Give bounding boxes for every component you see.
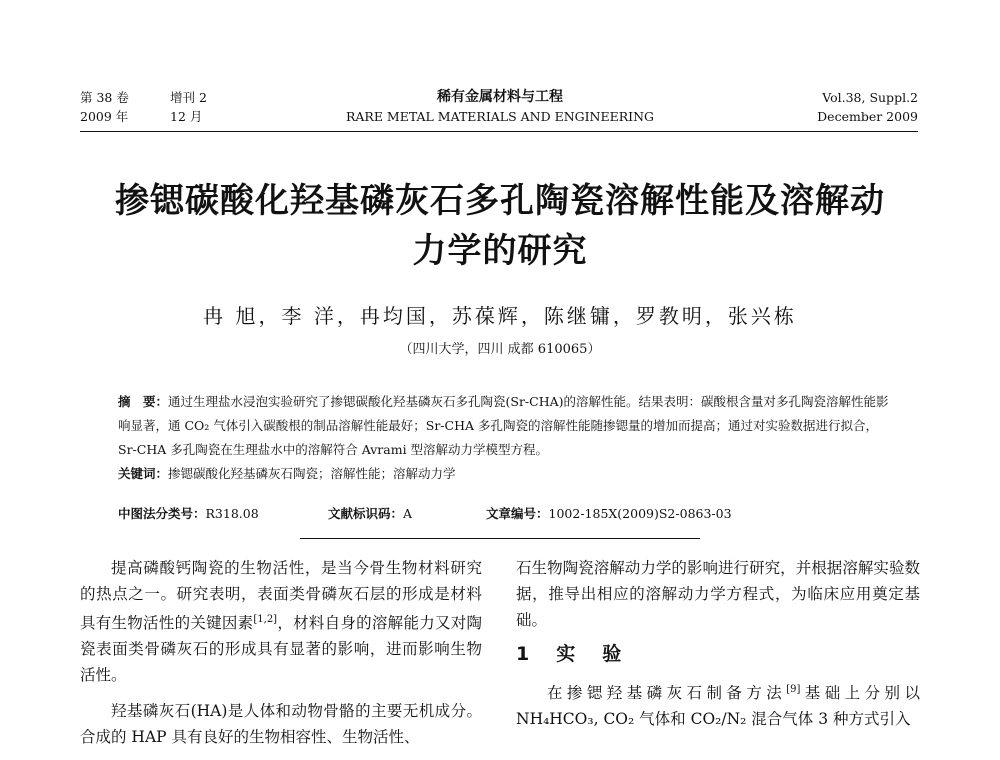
header-rule <box>80 131 918 132</box>
issue: 增刊 2 <box>170 90 207 105</box>
paper-title <box>60 176 940 276</box>
paragraph-text: 基础上分别以 NH₄HCO₃, CO₂ 气体和 CO₂/N₂ 混合气体 3 种方式引入 <box>516 684 920 729</box>
paragraph: 羟基磷灰石(HA)是人体和动物骨骼的主要无机成分。合成的 HAP 具有良好的生物相容性、生物活性、 <box>80 702 482 747</box>
abstract-text: 通过生理盐水浸泡实验研究了掺锶碳酸化羟基磷灰石多孔陶瓷(Sr-CHA)的溶解性能。结果表明：碳酸根含量对多孔陶瓷溶解性能影响显著，通 CO₂ 气体引入碳酸根的制品溶解性能最好；Sr-CHA 多孔陶瓷的溶解性能随掺锶量的增加而提高；通过对实验数据进行拟合，Sr-CHA 多孔陶瓷在生理盐水中的溶解符合 Avrami 型溶解动力学模型方程。 <box>118 394 889 457</box>
abstract <box>118 390 890 486</box>
citation: [9] <box>786 684 801 695</box>
body-column-right <box>516 555 920 732</box>
paragraph <box>80 555 482 688</box>
paragraph-text: 在掺锶羟基磷灰石制备方法 <box>547 684 787 703</box>
article-number-label: 文章编号： <box>486 506 549 521</box>
doc-code-value: A <box>403 506 413 521</box>
title-line-2: 力学的研究 <box>412 231 588 271</box>
paragraph: 石生物陶瓷溶解动力学的影响进行研究，并根据溶解实验数据，推导出相应的溶解动力学方程式，为临床应用奠定基础。 <box>516 559 920 629</box>
volume: 第 38 卷 <box>80 90 129 105</box>
paragraph-text: 提高磷酸钙陶瓷的生物活性，是当今骨生物材料研究的热点之一。研究表明，表面类骨磷灰石层的形成是材料具有生物活性的关键因素 <box>80 559 482 633</box>
month: 12 月 <box>170 109 203 124</box>
clc-value: R318.08 <box>205 506 259 521</box>
authors: 冉 旭，李 洋，冉均国，苏葆辉，陈继镛，罗教明，张兴栋 <box>203 304 797 328</box>
year: 2009 年 <box>80 109 129 124</box>
header-journal <box>250 88 750 126</box>
clc-label: 中图法分类号： <box>118 506 206 521</box>
date-en: December 2009 <box>817 109 918 124</box>
volume-en: Vol.38, Suppl.2 <box>822 90 918 105</box>
abstract-separator <box>300 538 700 539</box>
affiliation: （四川大学，四川 成都 610065） <box>399 342 601 357</box>
paragraph-text: ，材料自身的溶解能力又对陶瓷表面类骨磷灰石的形成具有显著的影响，进而影响生物活性。 <box>80 614 482 685</box>
body-column-left <box>80 555 482 750</box>
journal-name-en: RARE METAL MATERIALS AND ENGINEERING <box>345 109 655 124</box>
keywords-label: 关键词： <box>118 466 169 481</box>
header-right <box>718 88 918 126</box>
article-number-value: 1002-185X(2009)S2-0863-03 <box>548 506 732 521</box>
section-heading: 1 实 验 <box>516 643 626 665</box>
journal-name-cn: 稀有金属材料与工程 <box>437 89 563 105</box>
paragraph <box>516 677 920 732</box>
keywords: 掺锶碳酸化羟基磷灰石陶瓷；溶解性能；溶解动力学 <box>168 466 456 481</box>
abstract-label: 摘 要： <box>118 394 169 409</box>
title-line-1: 掺锶碳酸化羟基磷灰石多孔陶瓷溶解性能及溶解动 <box>115 181 885 221</box>
doc-code-label: 文献标识码： <box>328 506 404 521</box>
citation: [1,2] <box>253 614 278 625</box>
